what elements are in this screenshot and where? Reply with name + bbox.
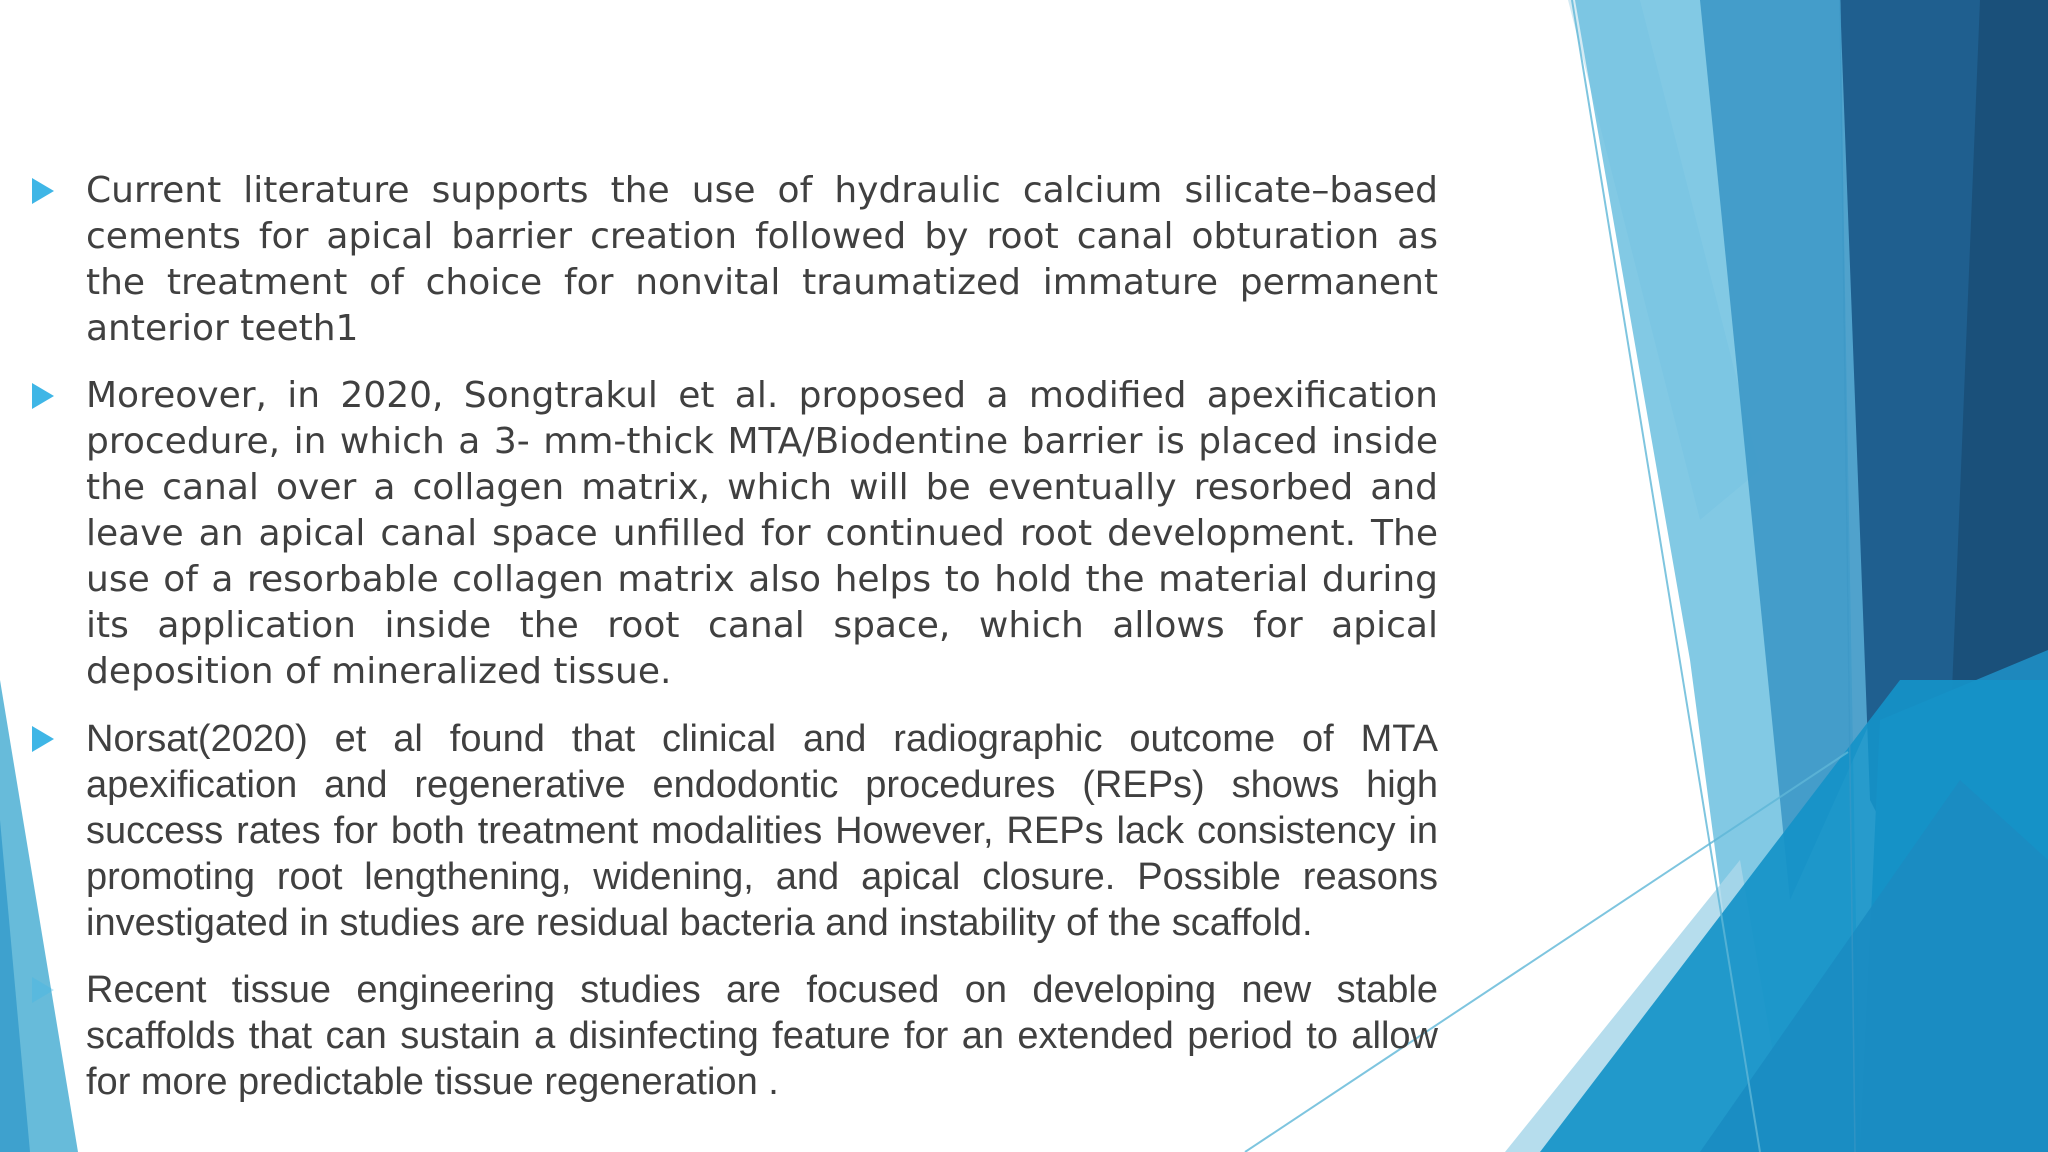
bullet-item-1 [28, 168, 1438, 352]
bullet-text-4: Recent tissue engineering studies are focused on developing new stable scaffolds that can sustain a disinfecting feature for an extended period to allow for more predictable tissue regeneration . [86, 969, 1438, 1103]
bullet-text-1: Current literature supports the use of hydraulic calcium silicate–based cements for apical barrier creation followed by root canal obturation as the treatment of choice for nonvital traumatized immature permanent anterior teeth1 [86, 170, 1438, 349]
bullet-list [28, 168, 1438, 1126]
bullet-item-3 [28, 716, 1438, 946]
triangle-right-icon [32, 977, 54, 1003]
triangle-right-icon [32, 383, 54, 409]
bullet-item-4 [28, 967, 1438, 1105]
bullet-text-2: Moreover, in 2020, Songtrakul et al. proposed a modified apexification procedure, in which a 3- mm-thick MTA/Biodentine barrier is placed inside the canal over a collagen matrix, which will be eventually resorbed and leave an apical canal space unfilled for continued root development. The use of a resorbable collagen matrix also helps to hold the material during its application inside the root canal space, which allows for apical deposition of mineralized tissue. [86, 375, 1438, 692]
triangle-right-icon [32, 178, 54, 204]
bullet-item-2 [28, 373, 1438, 695]
bullet-text-3: Norsat(2020) et al found that clinical and radiographic outcome of MTA apexification and regenerative endodontic procedures (REPs) shows high success rates for both treatment modalities However, REPs lack consistency in promoting root lengthening, widening, and apical closure. Possible reasons investigated in studies are residual bacteria and instability of the scaffold. [86, 718, 1438, 944]
triangle-right-icon [32, 726, 54, 752]
